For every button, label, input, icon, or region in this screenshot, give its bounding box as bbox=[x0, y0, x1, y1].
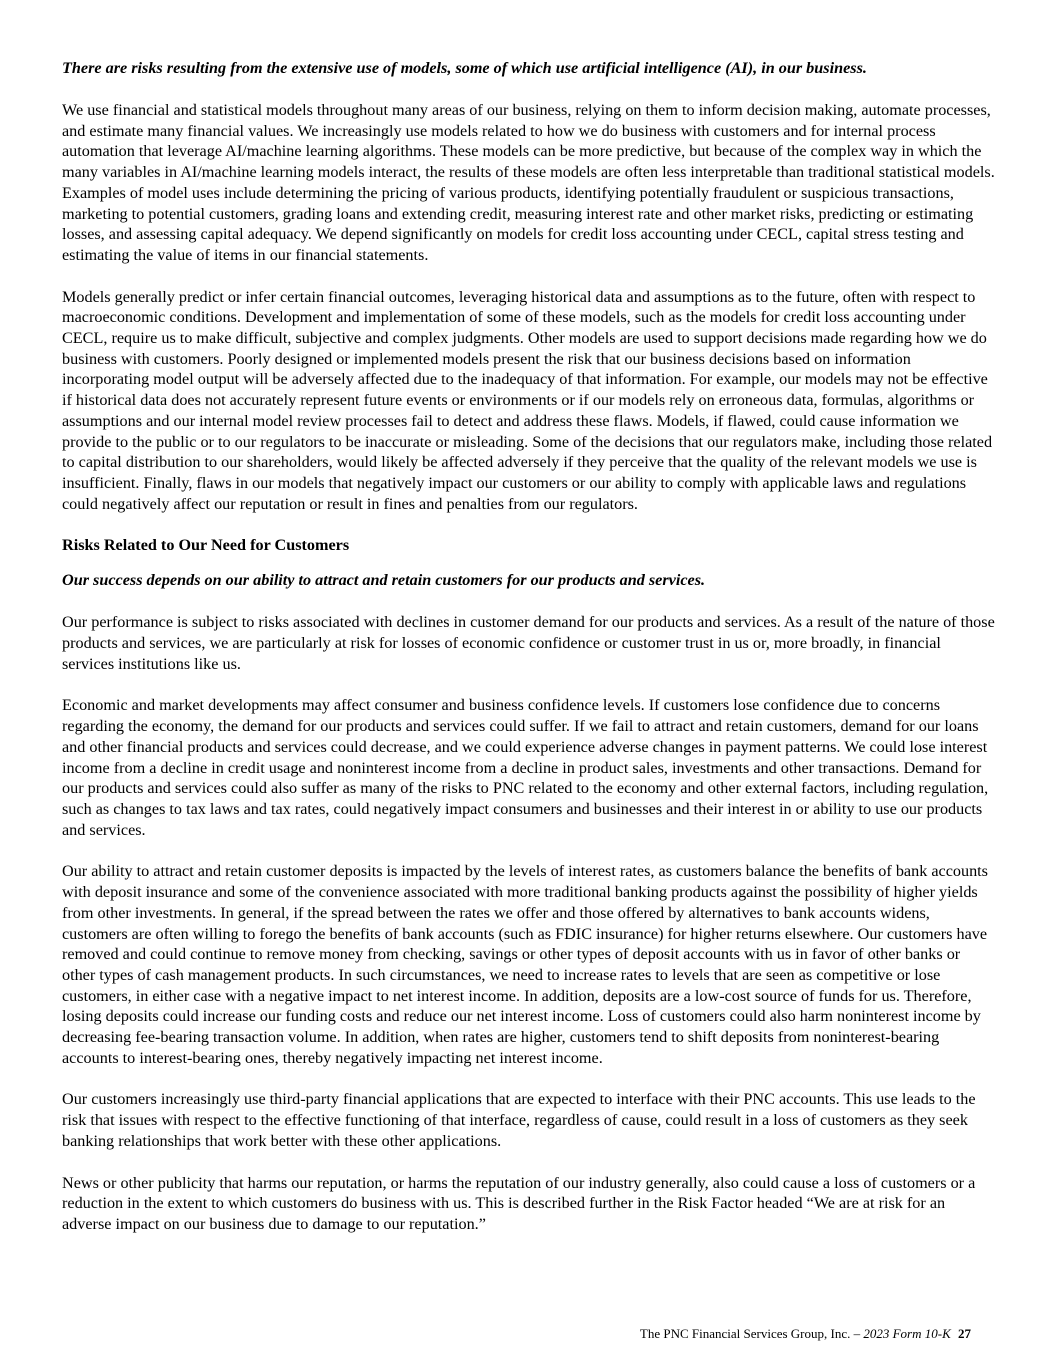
paragraph-customer-deposits: Our ability to attract and retain customer deposits is impacted by the levels of interest rates, as customers balance the benefits of bank accounts with deposit insurance and some of the convenience associated with more traditional banking products against the possibility of higher yields from other investments. In general, if the spread between the rates we offer and those offered by alternatives to bank accounts widens, customers are often willing to forego the benefits of bank accounts (such as FDIC insurance) for higher returns elsewhere. Our customers have removed and could continue to remove money from checking, savings or other types of deposit accounts with us in favor of other banks or other types of cash management products. In such circumstances, we need to increase rates to levels that are seen as competitive or lose customers, in either case with a negative impact to net interest income. In addition, deposits are a low-cost source of funds for us. Therefore, losing deposits could increase our funding costs and reduce our net interest income. Loss of customers could also harm noninterest income by decreasing fee-bearing transaction volume. In addition, when rates are higher, customers tend to shift deposits from noninterest-bearing accounts to interest-bearing ones, thereby negatively impacting net interest income. bbox=[62, 862, 988, 1067]
paragraph-economic-confidence: Economic and market developments may affect consumer and business confidence levels. If customers lose confidence due to concerns regarding the economy, the demand for our products and services could suffer. If we fail to attract and retain customers, demand for our loans and other financial products and services could decrease, and we could experience adverse changes in payment patterns. We could lose interest income from a decline in credit usage and noninterest income from a decline in product sales, investments and other transactions. Demand for our products and services could also suffer as many of the risks to PNC related to the economy and other external factors, including regulation, such as changes to tax laws and tax rates, could negatively impact consumers and businesses and their interest in or ability to use our products and services. bbox=[62, 696, 989, 839]
paragraph-customer-demand: Our performance is subject to risks associated with declines in customer demand for our products and services. As a result of the nature of those products and services, we are particularly at risk for losses of economic confidence or customer trust in us or, more broadly, in financial services institutions like us. bbox=[62, 613, 995, 673]
ai-risk-heading: There are risks resulting from the extensive use of models, some of which use artificial intelligence (AI), in our business. bbox=[62, 59, 867, 77]
paragraph-models-flaws: Models generally predict or infer certain financial outcomes, leveraging historical data and assumptions as to the future, often with respect to macroeconomic conditions. Development and implementation of some of these models, such as the models for credit loss accounting under CECL, require us to make difficult, subjective and complex judgments. Other models are used to support decisions made regarding how we do business with customers. Poorly designed or implemented models present the risk that our business decisions based on information incorporating model output will be adversely affected due to the inadequacy of that information. For example, our models may not be effective if historical data does not accurately represent future events or environments or if our models rely on erroneous data, formulas, algorithms or assumptions and our internal model review processes fail to detect and address these flaws. Models, if flawed, could cause information we provide to the public or to our regulators to be inaccurate or misleading. Some of the decisions that our regulators make, including those related to capital distribution to our shareholders, would likely be affected adversely if they perceive that the quality of the relevant models we use is insufficient. Finally, flaws in our models that negatively impact our customers or our ability to comply with applicable laws and regulations could negatively affect our reputation or result in fines and penalties from our regulators. bbox=[62, 287, 993, 513]
footer-company: The PNC Financial Services Group, Inc. – bbox=[639, 1326, 861, 1341]
document-body bbox=[62, 58, 996, 1235]
page-number: 27 bbox=[958, 1326, 971, 1341]
paragraph-third-party-apps: Our customers increasingly use third-party financial applications that are expected to interface with their PNC accounts. This use leads to the risk that issues with respect to the effective functioning of that interface, regardless of cause, could result in a loss of customers as they seek banking relationships that work better with these other applications. bbox=[62, 1090, 976, 1150]
paragraph-reputation: News or other publicity that harms our reputation, or harms the reputation of our industry generally, also could cause a loss of customers or a reduction in the extent to which customers do business with us. This is described further in the Risk Factor headed “We are at risk for an adverse impact on our business due to damage to our reputation.” bbox=[62, 1173, 976, 1233]
footer-form: 2023 Form 10-K bbox=[863, 1326, 951, 1341]
customers-risk-heading: Our success depends on our ability to attract and retain customers for our products and services. bbox=[62, 571, 706, 590]
paragraph-models-use: We use financial and statistical models throughout many areas of our business, relying on them to inform decision making, automate processes, and estimate many financial values. We increasingly use models related to how we do business with customers and for internal process automation that leverage AI/machine learning algorithms. These models can be more predictive, but because of the complex way in which the many variables in AI/machine learning models interact, the results of these models are often less interpretable than traditional statistical models. Examples of model uses include determining the pricing of various products, identifying potentially fraudulent or suspicious transactions, marketing to potential customers, grading loans and extending credit, measuring interest rate and other market risks, predicting or estimating losses, and assessing capital adequacy. We depend significantly on models for credit loss accounting under CECL, capital stress testing and estimating the value of items in our financial statements. bbox=[62, 101, 995, 264]
page-footer bbox=[640, 1326, 971, 1342]
section-heading-customers: Risks Related to Our Need for Customers bbox=[62, 536, 350, 555]
